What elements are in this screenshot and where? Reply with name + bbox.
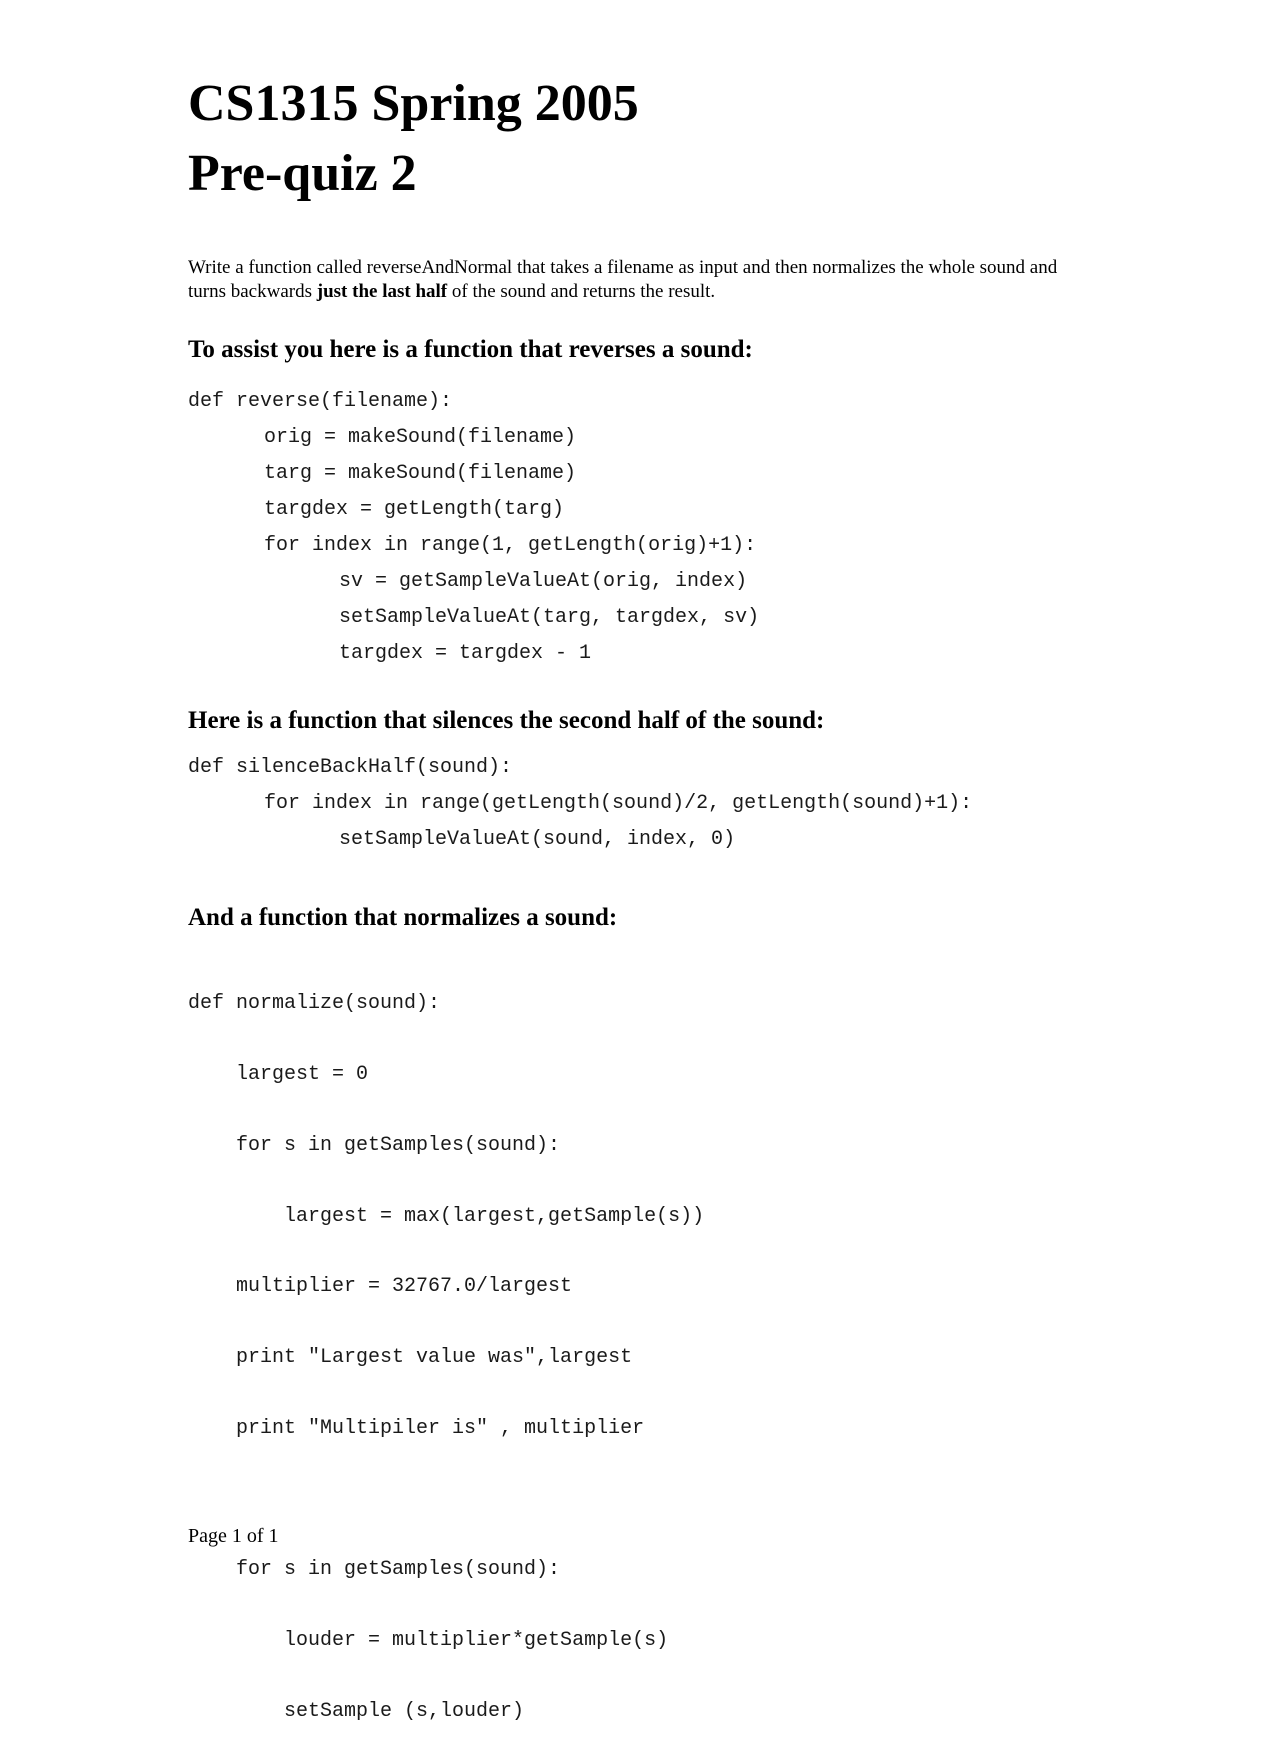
code-line: for index in range(1, getLength(orig)+1):: [264, 534, 757, 557]
code-line: [188, 1488, 704, 1512]
code-line: targdex = targdex - 1: [339, 642, 592, 665]
code-line: targdex = getLength(targ): [264, 498, 565, 521]
code-line: targ = makeSound(filename): [264, 462, 577, 485]
page-subtitle: Pre-quiz 2: [188, 145, 417, 202]
instructions-text: Write a function called reverseAndNormal that takes a filename as input and then normalizes the whole sound and turns backwards: [188, 257, 1058, 302]
instructions-emphasis: just the last half: [316, 281, 448, 302]
code-line: orig = makeSound(filename): [264, 426, 577, 449]
silence-heading: Here is a function that silences the second half of the sound:: [188, 707, 825, 734]
page-title: CS1315 Spring 2005: [188, 75, 639, 132]
instructions-text-end: of the sound and returns the result.: [447, 281, 716, 302]
code-line: setSampleValueAt(targ, targdex, sv): [339, 606, 760, 629]
code-line: setSample (s,louder): [188, 1700, 525, 1723]
code-line: print "Largest value was",largest: [188, 1346, 633, 1370]
code-line: for index in range(getLength(sound)/2, getLength(sound)+1):: [264, 792, 973, 815]
normalize-heading: And a function that normalizes a sound:: [188, 904, 618, 931]
code-line: setSampleValueAt(sound, index, 0): [339, 828, 736, 851]
code-line: print "Multipiler is" , multiplier: [188, 1416, 645, 1440]
normalize-code-block: [188, 945, 704, 1747]
code-line: largest = max(largest,getSample(s)): [188, 1204, 705, 1228]
code-line: sv = getSampleValueAt(orig, index): [339, 570, 748, 593]
code-line: louder = multiplier*getSample(s): [188, 1629, 669, 1653]
page-number-footer: Page 1 of 1: [188, 1525, 279, 1547]
code-line: multiplier = 32767.0/largest: [188, 1275, 573, 1299]
code-line: def reverse(filename):: [188, 390, 453, 413]
code-line: for s in getSamples(sound):: [188, 1133, 561, 1157]
code-line: def silenceBackHalf(sound):: [188, 756, 513, 779]
code-line: def normalize(sound):: [188, 992, 441, 1016]
instructions-paragraph: [188, 256, 1088, 304]
code-line: for s in getSamples(sound):: [188, 1558, 561, 1582]
reverse-heading: To assist you here is a function that reverses a sound:: [188, 336, 753, 363]
code-line: largest = 0: [188, 1062, 369, 1086]
